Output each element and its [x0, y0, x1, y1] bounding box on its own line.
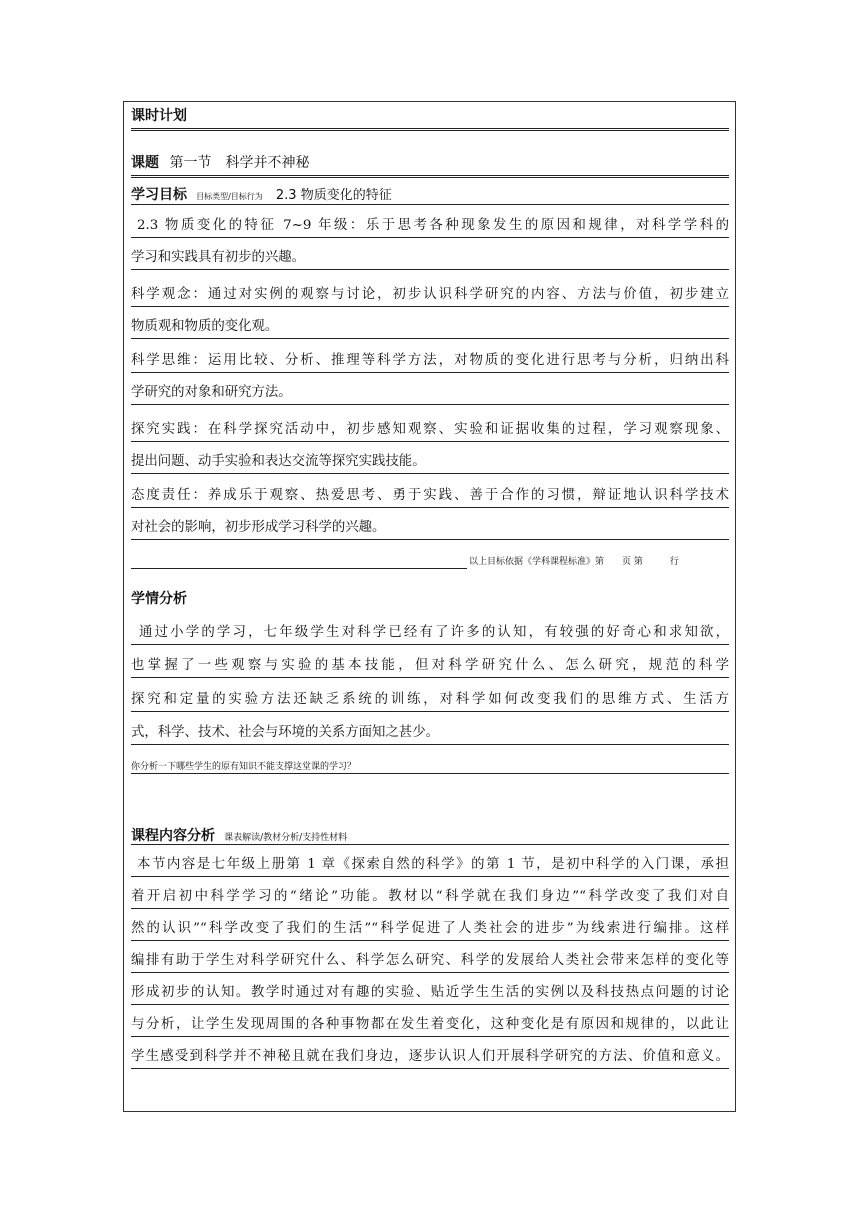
content-line: 本节内容是七年级上册第 1 章《探索自然的科学》的第 1 节，是初中科学的入门课，承担: [131, 854, 729, 877]
goals-value: 2.3 物质变化的特征: [275, 188, 392, 203]
topic-value: 第一节 科学并不神秘: [169, 155, 310, 171]
goals-label: 学习目标: [131, 187, 187, 203]
topic-label: 课题: [131, 155, 159, 171]
content-line: 形成初步的认知。教学时通过对有趣的实验、贴近学生生活的实例以及科技热点问题的讨论: [131, 982, 729, 1005]
goal-line: 态度责任：养成乐于观察、热爱思考、勇于实践、善于合作的习惯，辩证地认识科学技术: [131, 485, 729, 508]
goal-line: 2.3 物质变化的特征 7~9 年级：乐于思考各种现象发生的原因和规律，对科学学科的: [131, 215, 729, 238]
content-line: 学生感受到科学并不神秘且就在我们身边，逐步认识人们开展科学研究的方法、价值和意义。: [131, 1046, 729, 1069]
goals-sublabel: 目标类型/目标行为: [196, 192, 263, 201]
goal-line: 科学观念：通过对实例的观察与讨论，初步认识科学研究的内容、方法与价值，初步建立: [131, 284, 729, 307]
page-title: 课时计划: [131, 106, 729, 131]
content-line: 然的认识”“科学改变了我们的生活”“科学促进了人类社会的进步”为线索进行编排。这样: [131, 918, 729, 941]
goal-line: 对社会的影响，初步形成学习科学的兴趣。: [131, 517, 729, 540]
analysis-line: 式，科学、技术、社会与环境的关系方面知之甚少。: [131, 722, 729, 745]
goals-header: [131, 184, 729, 205]
goal-line: 科学思维：运用比较、分析、推理等科学方法，对物质的变化进行思考与分析，归纳出科: [131, 350, 729, 373]
basis-blank: [131, 568, 467, 569]
content-label: 课程内容分析: [131, 828, 215, 844]
goal-line: 学习和实践具有初步的兴趣。: [131, 247, 729, 270]
content-header: [131, 826, 729, 845]
goals-basis: 以上目标依据《学科课程标准》第 页 第 行: [469, 557, 679, 567]
content-line: 编排有助于学生对科学研究什么、科学怎么研究、科学的发展给人类社会带来怎样的变化等: [131, 950, 729, 973]
analysis-line: 通过小学的学习，七年级学生对科学已经有了许多的认知，有较强的好奇心和求知欲，: [131, 622, 729, 645]
goal-line: 提出问题、动手实验和表达交流等探究实践技能。: [131, 451, 729, 474]
content-line: 着开启初中科学学习的“绪论”功能。教材以“科学就在我们身边”“科学改变了我们对自: [131, 886, 729, 909]
content-line: 与分析，让学生发现周围的各种事物都在发生着变化，这种变化是有原因和规律的，以此让: [131, 1014, 729, 1037]
goal-line: 物质观和物质的变化观。: [131, 316, 729, 339]
analysis-line: 也掌握了一些观察与实验的基本技能，但对科学研究什么、怎么研究，规范的科学: [131, 655, 729, 678]
goal-line: 探究实践：在科学探究活动中，初步感知观察、实验和证据收集的过程，学习观察现象、: [131, 419, 729, 442]
goal-line: 学研究的对象和研究方法。: [131, 382, 729, 405]
analysis-line: 探究和定量的实验方法还缺乏系统的训练，对科学如何改变我们的思维方式、生活方: [131, 689, 729, 712]
analysis-prompt: 你分析一下哪些学生的原有知识不能支撑这堂课的学习？: [131, 761, 729, 774]
topic-row: [131, 153, 729, 178]
content-sublabel: 课表解读/教材分析/支持性材料: [224, 833, 348, 843]
analysis-label: 学情分析: [131, 591, 187, 607]
